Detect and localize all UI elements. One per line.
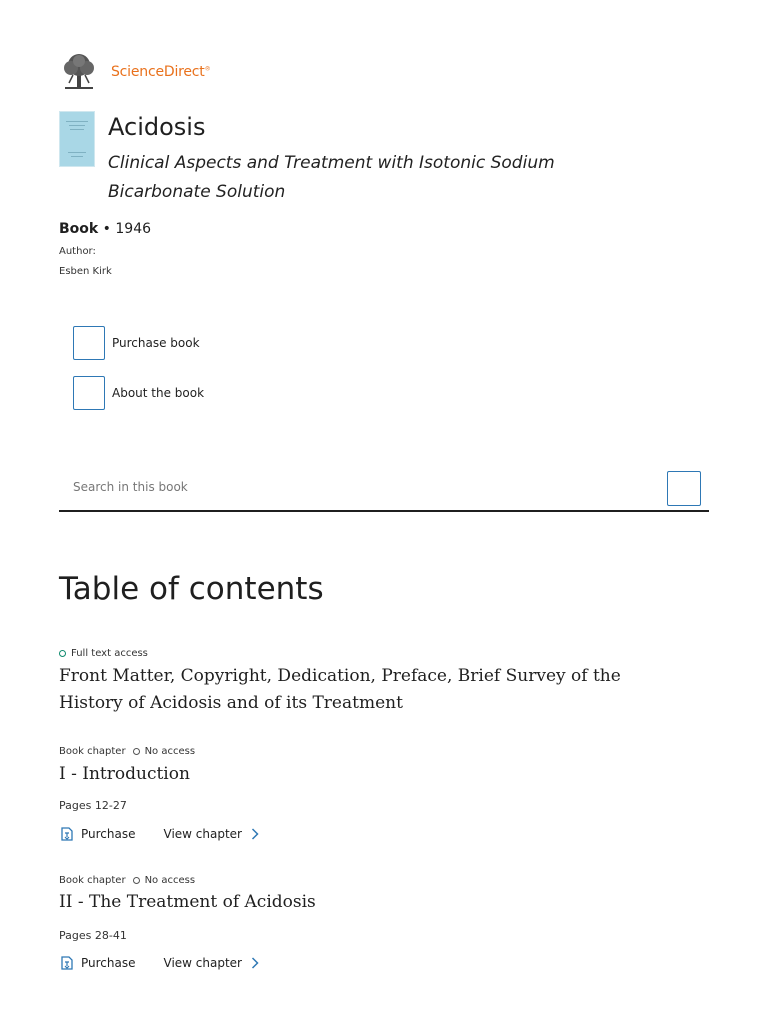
bullet-separator: • [102,221,116,237]
purchase-book-icon [73,326,105,360]
book-type: Book [59,221,99,237]
content-type-label: Book chapter [59,875,126,886]
content-type-label: Book chapter [59,746,126,757]
brand-registered-mark: ® [204,65,211,73]
book-cover-thumbnail [59,111,95,167]
about-book-label: About the book [112,386,205,400]
purchase-chapter-button[interactable] [61,827,136,841]
full-access-icon [59,650,66,657]
view-chapter-button[interactable] [164,827,260,841]
book-type-year [59,221,151,237]
purchase-label: Purchase [81,956,136,970]
pdf-icon [61,956,73,970]
search-button[interactable] [667,471,701,506]
pdf-icon [61,827,73,841]
purchase-label: Purchase [81,827,136,841]
chapter-actions [61,827,259,841]
about-book-button[interactable] [73,375,204,411]
purchase-book-button[interactable] [73,325,200,361]
chevron-right-icon [251,828,259,840]
chapter-title-link[interactable]: Front Matter, Copyright, Dedication, Preface, Brief Survey of the History of Acidosis and of its Treatment [59,666,621,713]
access-label: No access [144,746,196,757]
book-search-bar [59,470,709,512]
search-input[interactable] [71,479,635,495]
book-subtitle: Clinical Aspects and Treatment with Isotonic Sodium Bicarbonate Solution [108,153,555,202]
view-chapter-label: View chapter [163,827,242,841]
author-label: Author: [59,246,96,257]
view-chapter-label: View chapter [163,956,242,970]
about-book-icon [73,376,105,410]
entry-meta [59,746,195,757]
view-chapter-button[interactable] [164,956,260,970]
chapter-pages: Pages 28-41 [59,929,127,942]
chapter-title-link[interactable]: I - Introduction [59,764,190,784]
book-year: 1946 [115,221,152,237]
sciencedirect-logo[interactable] [111,64,210,80]
entry-meta [59,875,195,886]
access-label: No access [144,875,196,886]
chapter-title-link[interactable]: II - The Treatment of Acidosis [59,892,316,912]
no-access-icon [133,748,140,755]
entry-meta [59,648,148,659]
brand-name: ScienceDirect [111,64,205,80]
no-access-icon [133,877,140,884]
chapter-actions [61,956,259,970]
book-title: Acidosis [108,113,206,141]
chevron-right-icon [251,957,259,969]
toc-heading: Table of contents [59,571,324,607]
chapter-pages: Pages 12-27 [59,799,127,812]
elsevier-tree-logo[interactable] [59,53,99,91]
purchase-chapter-button[interactable] [61,956,136,970]
author-name[interactable]: Esben Kirk [59,266,112,277]
access-label: Full text access [71,648,148,659]
purchase-book-label: Purchase book [112,336,200,350]
